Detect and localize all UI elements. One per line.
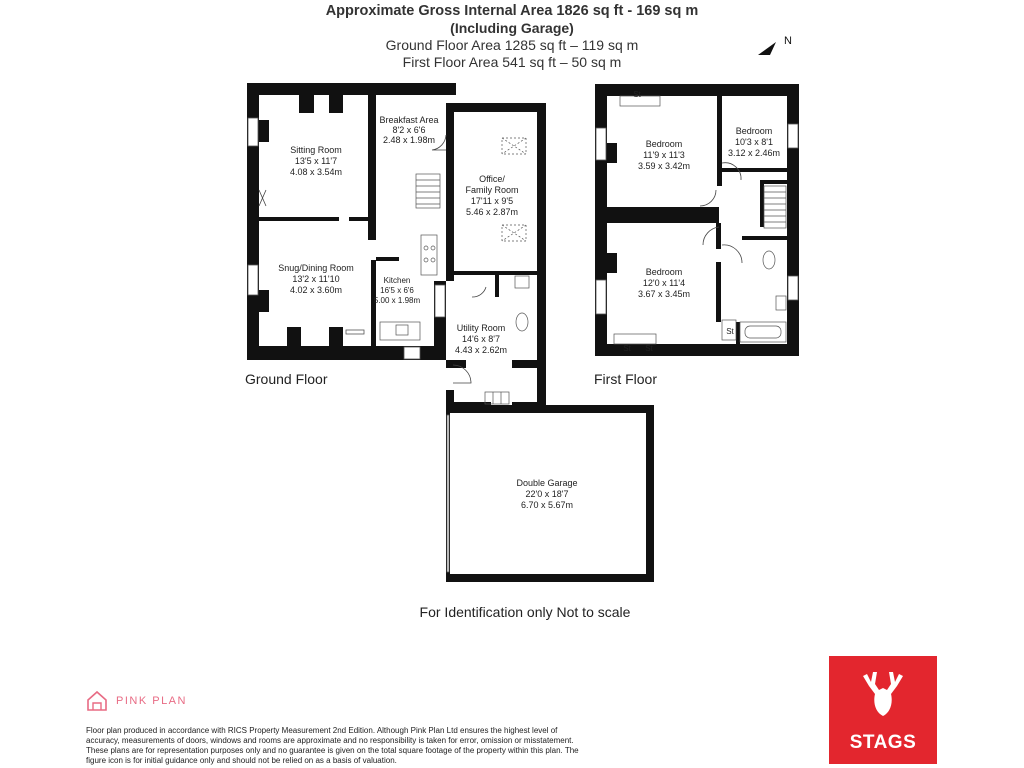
identification-notice: For Identification only Not to scale (419, 604, 631, 620)
ground-floor-label: Ground Floor (245, 371, 328, 387)
breakfast-area-imperial: 8'2 x 6'6 (392, 125, 426, 135)
pink-plan-brand (86, 690, 187, 712)
utility-room-name: Utility Room (456, 323, 506, 333)
ground-floor-area: Ground Floor Area 1285 sq ft – 119 sq m (385, 37, 639, 53)
garage-imperial: 22'0 x 18'7 (525, 489, 569, 499)
bedroom2-imperial: 10'3 x 8'1 (735, 137, 773, 147)
pink-plan-house-icon (86, 690, 108, 712)
breakfast-area-name: Breakfast Area (379, 115, 439, 125)
legal-disclaimer: Floor plan produced in accordance with RICS Property Measurement 2nd Edition. Although Pink Plan Ltd ensures the highest level of accuracy, measurements of doors, windows and rooms are approximate and no responsibility is taken for error, omission or misstatement. These plans are for representation purposes only and no guarantee is given on the total square footage of the property within this plan. The figure icon is for initial guidance only and should not be relied on as a basis of valuation. (86, 726, 579, 765)
office-name-line1: Office/ (479, 174, 505, 184)
bedroom1-name: Bedroom (645, 139, 683, 149)
stag-head-icon (829, 656, 937, 732)
bedroom1-metric: 3.59 x 3.42m (637, 161, 691, 171)
snug-room-metric: 4.02 x 3.60m (289, 285, 343, 295)
storage-label-bottom-2: St (645, 344, 653, 353)
stags-name: STAGS (849, 732, 917, 753)
area-subtitle: (Including Garage) (450, 20, 574, 36)
north-label: N (784, 35, 792, 47)
kitchen-name: Kitchen (383, 276, 411, 285)
storage-label-bottom-1: St (623, 344, 631, 353)
storage-label-top: St (633, 90, 641, 99)
bedroom3-imperial: 12'0 x 11'4 (642, 278, 686, 288)
first-floor-area: First Floor Area 541 sq ft – 50 sq m (402, 54, 622, 70)
bedroom3-name: Bedroom (645, 267, 683, 277)
bedroom2-metric: 3.12 x 2.46m (727, 148, 781, 158)
storage-label-bath: St (726, 327, 734, 336)
area-title: Approximate Gross Internal Area 1826 sq ft - 169 sq m (325, 3, 699, 19)
pink-plan-name: PINK PLAN (116, 695, 187, 707)
first-floor-label: First Floor (594, 371, 657, 387)
snug-room-imperial: 13'2 x 11'10 (292, 274, 340, 284)
sitting-room-name: Sitting Room (290, 145, 342, 155)
stags-logo (829, 656, 937, 764)
utility-room-imperial: 14'6 x 8'7 (462, 334, 500, 344)
office-name-line2: Family Room (465, 185, 519, 195)
office-metric: 5.46 x 2.87m (465, 207, 519, 217)
office-imperial: 17'11 x 9'5 (470, 196, 514, 206)
bedroom1-imperial: 11'9 x 11'3 (643, 150, 685, 160)
sitting-room-imperial: 13'5 x 11'7 (294, 156, 338, 166)
kitchen-imperial: 16'5 x 6'6 (380, 286, 414, 295)
first-floor-walls (595, 84, 799, 356)
bedroom3-metric: 3.67 x 3.45m (637, 289, 691, 299)
garage-metric: 6.70 x 5.67m (520, 500, 574, 510)
utility-room-metric: 4.43 x 2.62m (454, 345, 508, 355)
kitchen-metric: 5.00 x 1.98m (373, 296, 421, 305)
garage-name: Double Garage (516, 478, 578, 488)
bedroom2-name: Bedroom (735, 126, 773, 136)
sitting-room-metric: 4.08 x 3.54m (289, 167, 343, 177)
breakfast-area-metric: 2.48 x 1.98m (382, 135, 436, 145)
snug-room-name: Snug/Dining Room (278, 263, 354, 273)
